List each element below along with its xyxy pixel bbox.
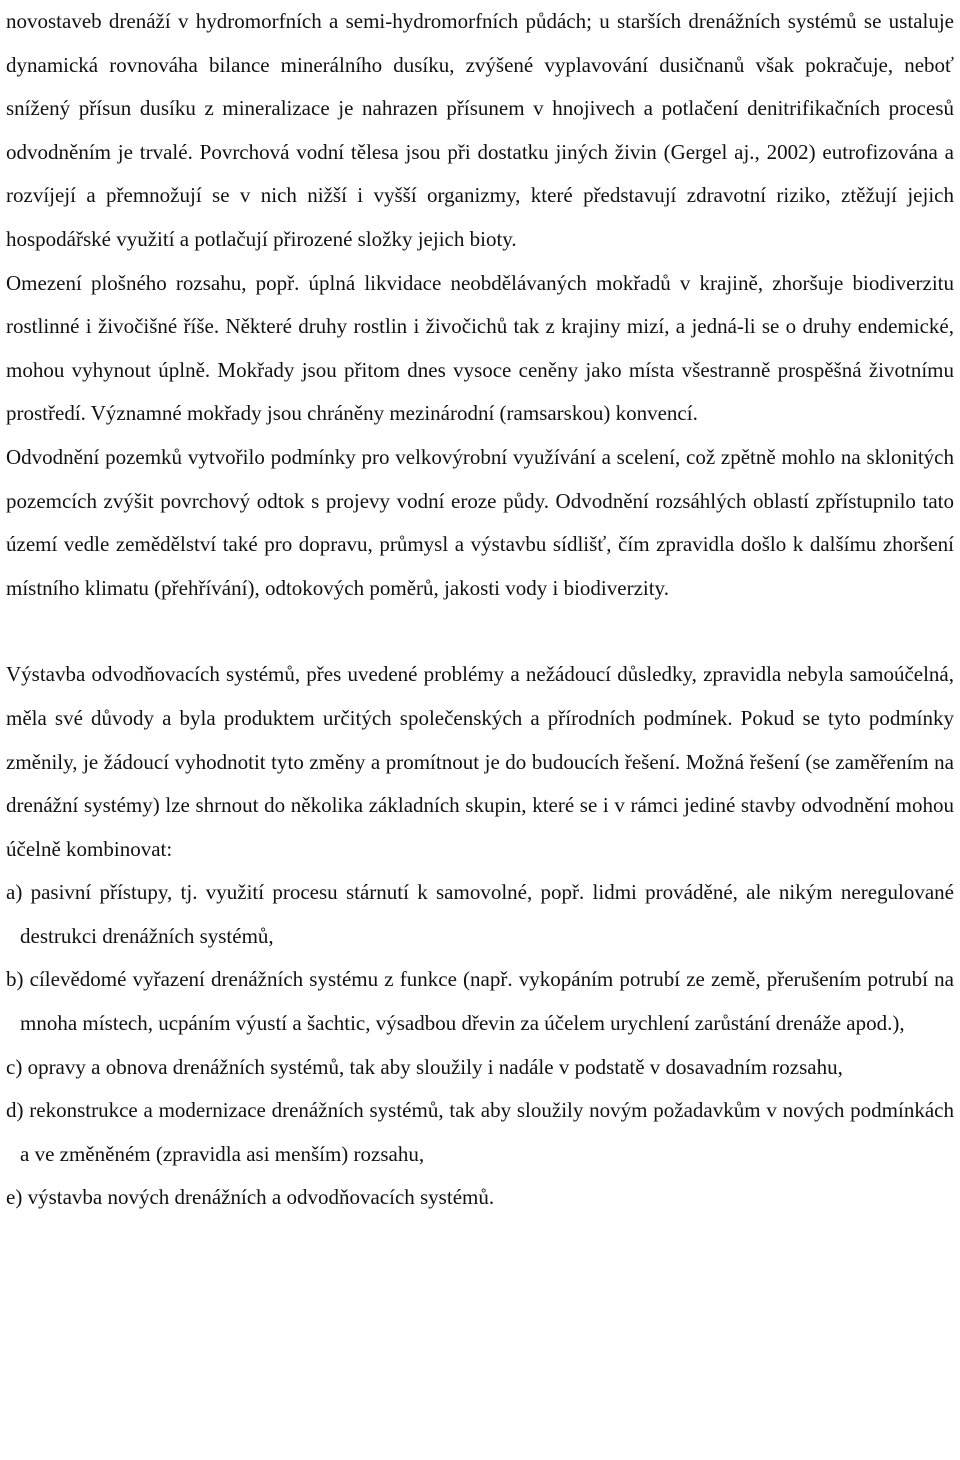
option-item: b) cílevědomé vyřazení drenážních systému z funkce (např. vykopáním potrubí ze země, přerušením potrubí na mnoha místech, ucpáním výustí a šachtic, výsadbou dřevin za účelem urychlení zarůstání drenáže apod.), xyxy=(6,967,954,1036)
option-item: d) rekonstrukce a modernizace drenážních systémů, tak aby sloužily novým požadavkům v nových podmínkách a ve změněném (zpravidla asi menším) rozsahu, xyxy=(6,1098,954,1166)
solution-options-list xyxy=(6,871,954,1220)
option-item: e) výstavba nových drenážních a odvodňovacích systémů. xyxy=(6,1185,495,1210)
option-item: a) pasivní přístupy, tj. využití procesu stárnutí k samovolné, popř. lidmi prováděné, ale nikým neregulované destrukci drenážních systémů, xyxy=(6,880,954,948)
option-item: c) opravy a obnova drenážních systémů, tak aby sloužily i nadále v podstatě v dosavadním rozsahu, xyxy=(6,1054,843,1079)
paragraph-land-drainage-effects: Odvodnění pozemků vytvořilo podmínky pro velkovýrobní využívání a scelení, což zpětně mohlo na sklonitých pozemcích zvýšit povrchový odtok s projevy vodní eroze půdy. Odvodnění rozsáhlých oblastí zpřístupnilo tato území vedle zemědělství také pro dopravu, průmysl a výstavbu sídlišť, čím zpravidla došlo k dalšímu zhoršení místního klimatu (přehřívání), odtokových poměrů, jakosti vody i biodiverzity. xyxy=(6,444,954,600)
paragraph-nitrogen-leaching: novostaveb drenáží v hydromorfních a semi-hydromorfních půdách; u starších drenážních systémů se ustaluje dynamická rovnováha bilance minerálního dusíku, zvýšené vyplavování dusičnanů však pokračuje, neboť snížený přísun dusíku z mineralizace je nahrazen přísunem v hnojivech a potlačení denitrifikačních procesů odvodněním je trvalé. Povrchová vodní tělesa jsou při dostatku jiných živin (Gergel aj., 2002) eutrofizována a rozvíjejí a přemnožují se v nich nižší i vyšší organizmy, které představují zdravotní riziko, ztěžují jejich hospodářské využití a potlačují přirozené složky jejich bioty. xyxy=(6,9,954,251)
document-page xyxy=(6,0,954,1220)
paragraph-drainage-solutions-intro: Výstavba odvodňovacích systémů, přes uvedené problémy a nežádoucí důsledky, zpravidla nebyla samoúčelná, měla své důvody a byla produktem určitých společenských a přírodních podmínek. Pokud se tyto podmínky změnily, je žádoucí vyhodnotit tyto změny a promítnout je do budoucích řešení. Možná řešení (se zaměřením na drenážní systémy) lze shrnout do několika základních skupin, které se i v rámci jediné stavby odvodnění mohou účelně kombinovat: xyxy=(6,662,954,861)
paragraph-wetland-loss: Omezení plošného rozsahu, popř. úplná likvidace neobdělávaných mokřadů v krajině, zhoršuje biodiverzitu rostlinné i živočišné říše. Některé druhy rostlin i živočichů tak z krajiny mizí, a jedná-li se o druhy endemické, mohou vyhynout úplně. Mokřady jsou přitom dnes vysoce ceněny jako místa všestranně prospěšná životnímu prostředí. Významné mokřady jsou chráněny mezinárodní (ramsarskou) konvencí. xyxy=(6,270,954,426)
